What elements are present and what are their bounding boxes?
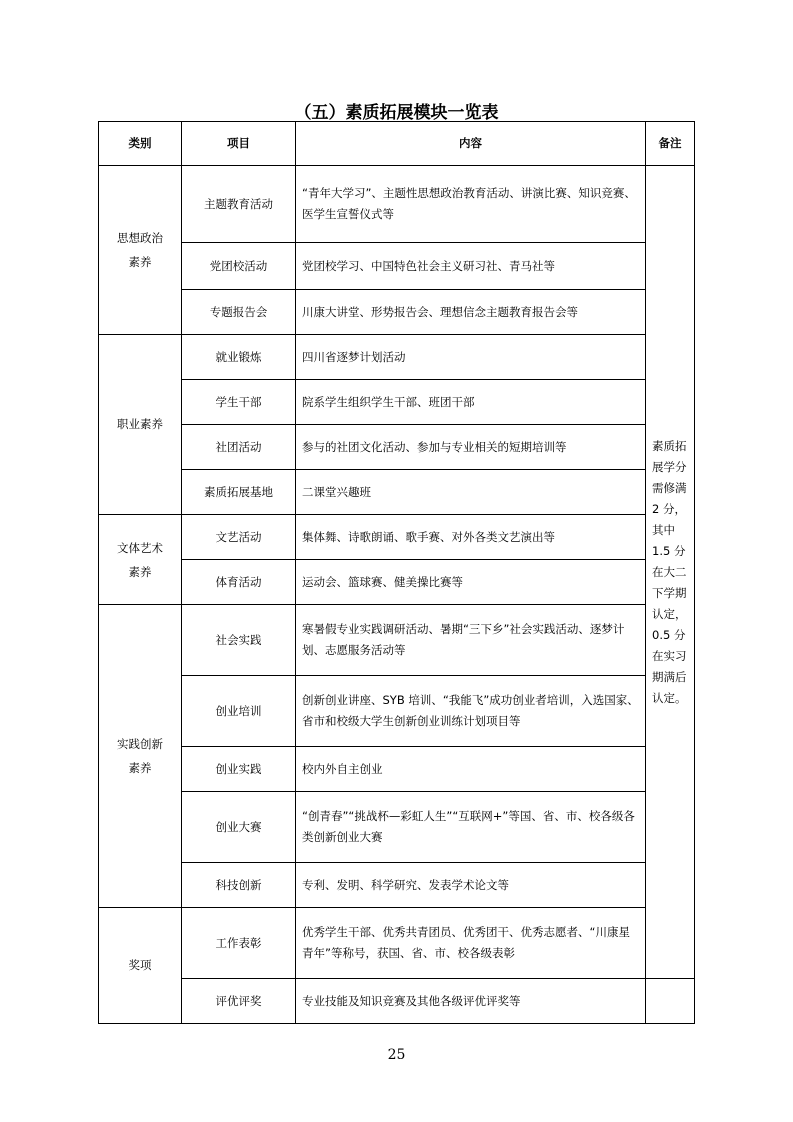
table-header-row bbox=[99, 122, 695, 166]
table-row bbox=[99, 470, 695, 515]
content-cell: 运动会、篮球赛、健美操比赛等 bbox=[296, 560, 646, 605]
table-row bbox=[99, 676, 695, 747]
content-cell: 党团校学习、中国特色社会主义研习社、青马社等 bbox=[296, 243, 646, 290]
item-cell: 就业锻炼 bbox=[182, 335, 296, 380]
item-cell: 创业培训 bbox=[182, 676, 296, 747]
table-row bbox=[99, 425, 695, 470]
table-row bbox=[99, 908, 695, 979]
page-title: （五）素质拓展模块一览表 bbox=[294, 103, 499, 123]
item-cell: 素质拓展基地 bbox=[182, 470, 296, 515]
table-row bbox=[99, 290, 695, 335]
content-cell: 校内外自主创业 bbox=[296, 747, 646, 792]
note-empty-cell bbox=[646, 979, 695, 1024]
table-row bbox=[99, 335, 695, 380]
header-note: 备注 bbox=[646, 122, 695, 166]
table-row bbox=[99, 747, 695, 792]
content-cell: 专利、发明、科学研究、发表学术论文等 bbox=[296, 863, 646, 908]
header-content: 内容 bbox=[296, 122, 646, 166]
item-cell: 社会实践 bbox=[182, 605, 296, 676]
content-cell: 专业技能及知识竞赛及其他各级评优评奖等 bbox=[296, 979, 646, 1024]
content-cell: “创青春”“挑战杯—彩虹人生”“互联网+”等国、省、市、校各级各类创新创业大赛 bbox=[296, 792, 646, 863]
item-cell: 学生干部 bbox=[182, 380, 296, 425]
category-cell: 文体艺术 素养 bbox=[99, 515, 182, 605]
content-cell: 集体舞、诗歌朗诵、歌手赛、对外各类文艺演出等 bbox=[296, 515, 646, 560]
table-row bbox=[99, 515, 695, 560]
item-cell: 社团活动 bbox=[182, 425, 296, 470]
category-cell: 职业素养 bbox=[99, 335, 182, 515]
note-cell: 素质拓展学分需修满 2 分， 其中 1.5 分在大二下学期认定，0.5 分在实习期满后认定。 bbox=[646, 166, 695, 979]
table-row bbox=[99, 243, 695, 290]
category-cell: 思想政治 素养 bbox=[99, 166, 182, 335]
header-item: 项目 bbox=[182, 122, 296, 166]
table-row bbox=[99, 560, 695, 605]
item-cell: 创业实践 bbox=[182, 747, 296, 792]
quality-module-table bbox=[98, 121, 695, 1024]
category-cell: 实践创新 素养 bbox=[99, 605, 182, 908]
item-cell: 工作表彰 bbox=[182, 908, 296, 979]
category-cell: 奖项 bbox=[99, 908, 182, 1024]
content-cell: 四川省逐梦计划活动 bbox=[296, 335, 646, 380]
content-cell: 院系学生组织学生干部、班团干部 bbox=[296, 380, 646, 425]
content-cell: 川康大讲堂、形势报告会、理想信念主题教育报告会等 bbox=[296, 290, 646, 335]
table-row bbox=[99, 792, 695, 863]
item-cell: 科技创新 bbox=[182, 863, 296, 908]
table-row bbox=[99, 979, 695, 1024]
item-cell: 专题报告会 bbox=[182, 290, 296, 335]
table-row bbox=[99, 605, 695, 676]
content-cell: 二课堂兴趣班 bbox=[296, 470, 646, 515]
item-cell: 党团校活动 bbox=[182, 243, 296, 290]
table-row bbox=[99, 863, 695, 908]
content-cell: “青年大学习”、主题性思想政治教育活动、讲演比赛、知识竞赛、医学生宣誓仪式等 bbox=[296, 166, 646, 243]
item-cell: 主题教育活动 bbox=[182, 166, 296, 243]
content-cell: 优秀学生干部、优秀共青团员、优秀团干、优秀志愿者、“川康星青年”等称号，获国、省、市、校各级表彰 bbox=[296, 908, 646, 979]
page-number: 25 bbox=[387, 1047, 406, 1063]
item-cell: 创业大赛 bbox=[182, 792, 296, 863]
table-row bbox=[99, 166, 695, 243]
header-category: 类别 bbox=[99, 122, 182, 166]
item-cell: 体育活动 bbox=[182, 560, 296, 605]
content-cell: 创新创业讲座、SYB 培训、“我能飞”成功创业者培训，入选国家、省市和校级大学生创新创业训练计划项目等 bbox=[296, 676, 646, 747]
item-cell: 评优评奖 bbox=[182, 979, 296, 1024]
content-cell: 寒暑假专业实践调研活动、暑期“三下乡”社会实践活动、逐梦计划、志愿服务活动等 bbox=[296, 605, 646, 676]
table-row bbox=[99, 380, 695, 425]
item-cell: 文艺活动 bbox=[182, 515, 296, 560]
content-cell: 参与的社团文化活动、参加与专业相关的短期培训等 bbox=[296, 425, 646, 470]
